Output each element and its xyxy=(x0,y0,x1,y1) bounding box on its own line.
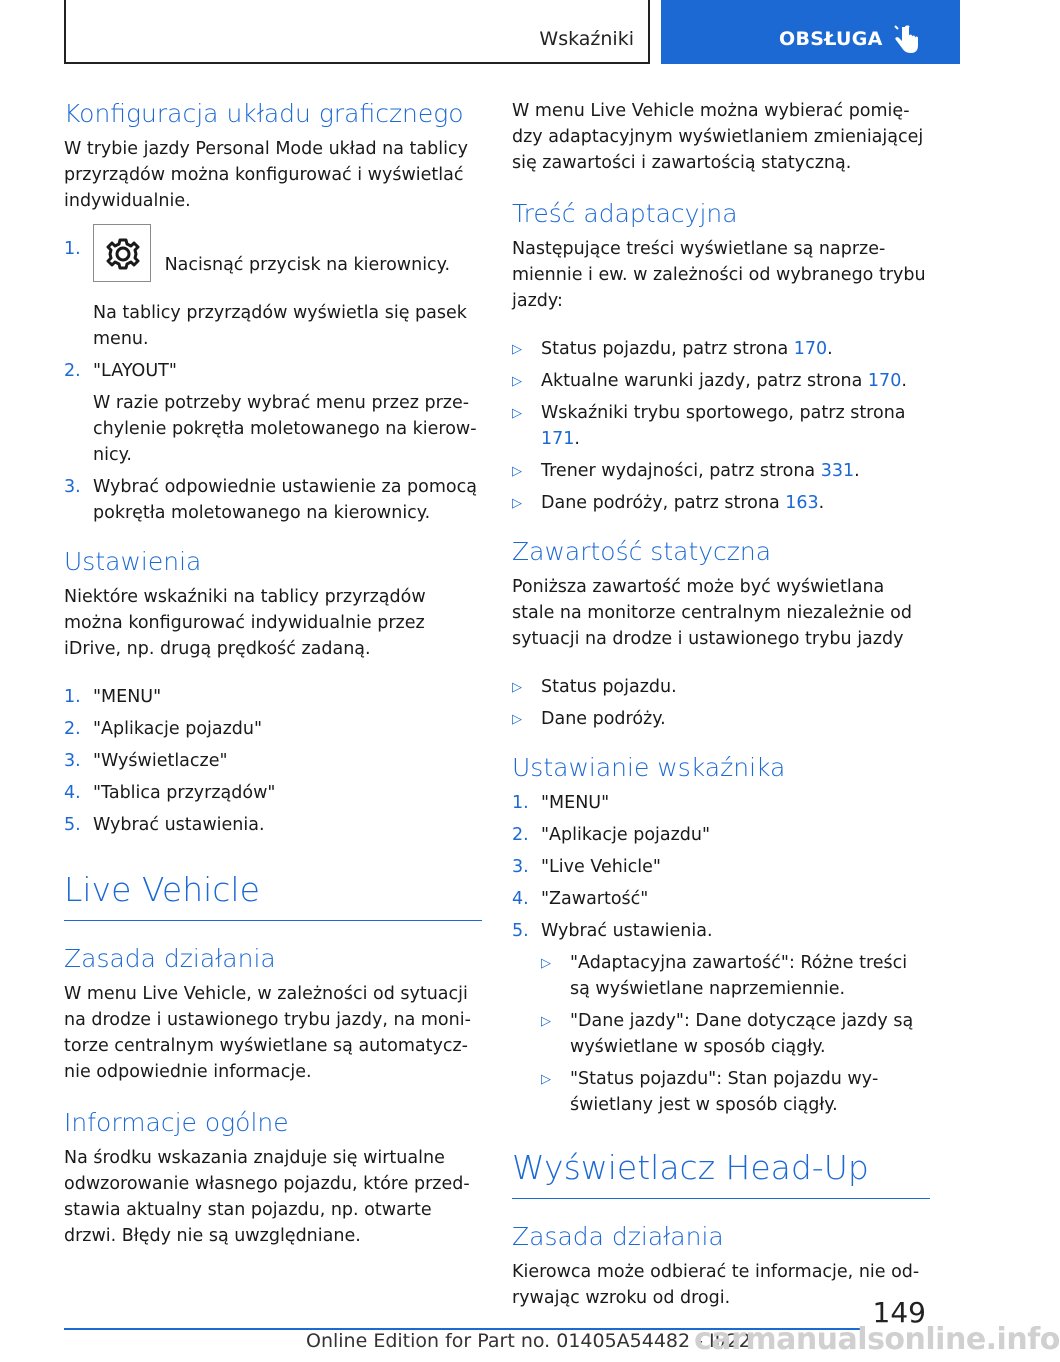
right-column xyxy=(512,98,930,1333)
step-number: 2. xyxy=(64,361,81,381)
list-ustawienia-opcje xyxy=(541,950,930,1118)
step-number: 5. xyxy=(512,921,529,941)
triangle-right-icon: ▷ xyxy=(541,1014,551,1029)
page-number: 149 xyxy=(872,1296,926,1329)
step-text: "MENU" xyxy=(541,793,610,813)
triangle-right-icon: ▷ xyxy=(512,406,522,421)
step-text: Wybrać ustawienia. xyxy=(541,921,713,941)
heading-zasada-dzialania-hud: Zasada działania xyxy=(512,1222,724,1251)
list-item xyxy=(64,474,482,526)
step-text: Nacisnąć przycisk na kierownicy. xyxy=(164,255,451,275)
page-link[interactable]: 171 xyxy=(541,429,575,449)
list-item xyxy=(64,812,482,838)
header-tab-label: OBSŁUGA xyxy=(779,28,883,50)
header-tab xyxy=(661,0,960,64)
bullet-text: Dane podróży, patrz strona xyxy=(541,493,786,513)
step-number: 1. xyxy=(512,793,529,813)
step-text: "Aplikacje pojazdu" xyxy=(541,825,711,845)
step-text: Wybrać odpowiednie ustawienie za pomocą pokrętła moletowanego na kierownicy. xyxy=(93,477,477,523)
paragraph-zasada-dzialania-hud: Kierowca może odbierać te informacje, nie odrywając wzroku od drogi. xyxy=(512,1262,920,1308)
step-number: 3. xyxy=(512,857,529,877)
heading-live-vehicle: Live Vehicle xyxy=(64,868,482,921)
step-text: "Live Vehicle" xyxy=(541,857,661,877)
list-item xyxy=(512,886,930,912)
page-link[interactable]: 170 xyxy=(793,339,828,359)
heading-konfiguracja: Konfiguracja układu graficznego xyxy=(64,99,464,128)
bullet-text: Aktualne warunki jazdy, patrz strona xyxy=(541,371,868,391)
left-column xyxy=(64,98,482,1271)
list-item xyxy=(512,706,930,732)
step-number: 4. xyxy=(64,783,81,803)
steps-ustawienia xyxy=(64,684,482,838)
page-link[interactable]: 163 xyxy=(785,493,819,513)
list-item xyxy=(512,674,930,700)
bullet-text: Status pojazdu. xyxy=(541,677,677,697)
paragraph-konfiguracja: W trybie jazdy Personal Mode układ na tablicy przyrządów można konfigurować i wyświetlać indywidualnie. xyxy=(64,139,468,211)
heading-tresc-adaptacyjna: Treść adaptacyjna xyxy=(512,199,738,228)
list-item xyxy=(64,684,482,710)
bullet-end: . xyxy=(827,339,833,359)
list-item xyxy=(541,950,930,1002)
list-item xyxy=(512,790,930,816)
step-number: 1. xyxy=(64,239,81,259)
step-number: 3. xyxy=(64,751,81,771)
step-number: 4. xyxy=(512,889,529,909)
step-text: Wybrać ustawienia. xyxy=(93,815,265,835)
bullet-end: . xyxy=(818,493,825,513)
list-item xyxy=(541,1008,930,1060)
list-item xyxy=(64,780,482,806)
list-item xyxy=(512,490,930,516)
step-text: "MENU" xyxy=(93,687,162,707)
triangle-right-icon: ▷ xyxy=(512,680,522,695)
step-number: 3. xyxy=(64,477,81,497)
step-text: "Zawartość" xyxy=(541,889,649,909)
step-subtext: Na tablicy przyrządów wyświetla się pasek menu. xyxy=(93,303,467,349)
paragraph-ustawienia: Niektóre wskaźniki na tablicy przyrządów można konfigurować indywidualnie przez iDrive, np. drugą prędkość zadaną. xyxy=(64,587,426,659)
triangle-right-icon: ▷ xyxy=(541,956,551,971)
paragraph-zasada-dzialania: W menu Live Vehicle, w zależności od sytuacji na drodze i ustawionego trybu jazdy, na monitorze centralnym wyświetlane są automatycznie odpowiednie informacje. xyxy=(64,984,471,1082)
step-text: "LAYOUT" xyxy=(93,361,177,381)
list-item xyxy=(512,368,930,394)
page-link[interactable]: 170 xyxy=(867,371,902,391)
list-item xyxy=(64,716,482,742)
step-text: "Tablica przyrządów" xyxy=(93,783,276,803)
list-item xyxy=(512,854,930,880)
hand-pointer-icon xyxy=(893,24,921,56)
paragraph-informacje-ogolne: Na środku wskazania znajduje się wirtualne odwzorowanie własnego pojazdu, które przedstawia aktualny stan pojazdu, np. otwarte drzwi. Błędy nie są uwzględniane. xyxy=(64,1148,470,1246)
step-text: "Wyświetlacze" xyxy=(93,751,228,771)
list-item xyxy=(512,458,930,484)
step-text: "Aplikacje pojazdu" xyxy=(93,719,263,739)
list-item xyxy=(64,748,482,774)
paragraph-tresc-adaptacyjna: Następujące treści wyświetlane są naprzemiennie i ew. w zależności od wybranego trybu jazdy: xyxy=(512,239,926,311)
page-link[interactable]: 331 xyxy=(820,461,855,481)
step-number: 1. xyxy=(64,687,81,707)
bullet-text: "Status pojazdu": Stan pojazdu wyświetlany jest w sposób ciągły. xyxy=(570,1069,879,1115)
triangle-right-icon: ▷ xyxy=(512,712,522,727)
bullet-text: Dane podróży. xyxy=(541,709,666,729)
steps-konfiguracja xyxy=(64,236,482,526)
step-number: 2. xyxy=(64,719,81,739)
bullet-text: Wskaźniki trybu sportowego, patrz strona xyxy=(541,403,906,423)
header-section-title: Wskaźniki xyxy=(539,28,634,50)
heading-informacje-ogolne: Informacje ogólne xyxy=(64,1108,289,1137)
heading-ustawianie-wskaznika: Ustawianie wskaźnika xyxy=(512,753,786,782)
triangle-right-icon: ▷ xyxy=(512,342,522,357)
step-number: 2. xyxy=(512,825,529,845)
paragraph-zawartosc-statyczna: Poniższa zawartość może być wyświetlana stale na monitorze centralnym niezależnie od sytuacji na drodze i ustawionego trybu jazdy xyxy=(512,577,912,649)
heading-wyswietlacz-head-up: Wyświetlacz Head-Up xyxy=(512,1146,930,1199)
steps-ustawianie-wskaznika xyxy=(512,790,930,1118)
list-zawartosc-statyczna xyxy=(512,674,930,732)
footer-edition: Online Edition for Part no. 01405A54482 - II/22 xyxy=(306,1330,751,1352)
bullet-text: "Adaptacyjna zawartość": Różne treści są wyświetlane naprzemiennie. xyxy=(570,953,908,999)
list-item xyxy=(512,336,930,362)
list-item xyxy=(512,400,930,452)
triangle-right-icon: ▷ xyxy=(512,464,522,479)
bullet-text: Status pojazdu, patrz strona xyxy=(541,339,794,359)
bullet-text: Trener wydajności, patrz strona xyxy=(541,461,821,481)
watermark: carmanualsonline.info xyxy=(694,1322,1060,1357)
triangle-right-icon: ▷ xyxy=(512,374,522,389)
list-item xyxy=(512,822,930,848)
bullet-end: . xyxy=(574,429,580,449)
header-box xyxy=(64,0,650,64)
heading-zasada-dzialania: Zasada działania xyxy=(64,944,276,973)
list-tresc-adaptacyjna xyxy=(512,336,930,516)
triangle-right-icon: ▷ xyxy=(541,1072,551,1087)
heading-zawartosc-statyczna: Zawartość statyczna xyxy=(512,537,772,566)
bullet-text: "Dane jazdy": Dane dotyczące jazdy są wyświetlane w sposób ciągły. xyxy=(570,1011,914,1057)
triangle-right-icon: ▷ xyxy=(512,496,522,511)
list-item xyxy=(541,1066,930,1118)
paragraph-live-vehicle-intro: W menu Live Vehicle można wybierać pomiędzy adaptacyjnym wyświetlaniem zmieniającej się zawartości i zawartością statyczną. xyxy=(512,101,924,173)
bullet-end: . xyxy=(854,461,860,481)
step-subtext: W razie potrzeby wybrać menu przez przechylenie pokrętła moletowanego na kierownicy. xyxy=(93,393,477,465)
heading-ustawienia: Ustawienia xyxy=(64,547,202,576)
settings-gear-icon xyxy=(93,224,151,282)
list-item xyxy=(64,236,482,352)
step-number: 5. xyxy=(64,815,81,835)
list-item xyxy=(512,918,930,1118)
bullet-end: . xyxy=(901,371,907,391)
list-item xyxy=(64,358,482,468)
